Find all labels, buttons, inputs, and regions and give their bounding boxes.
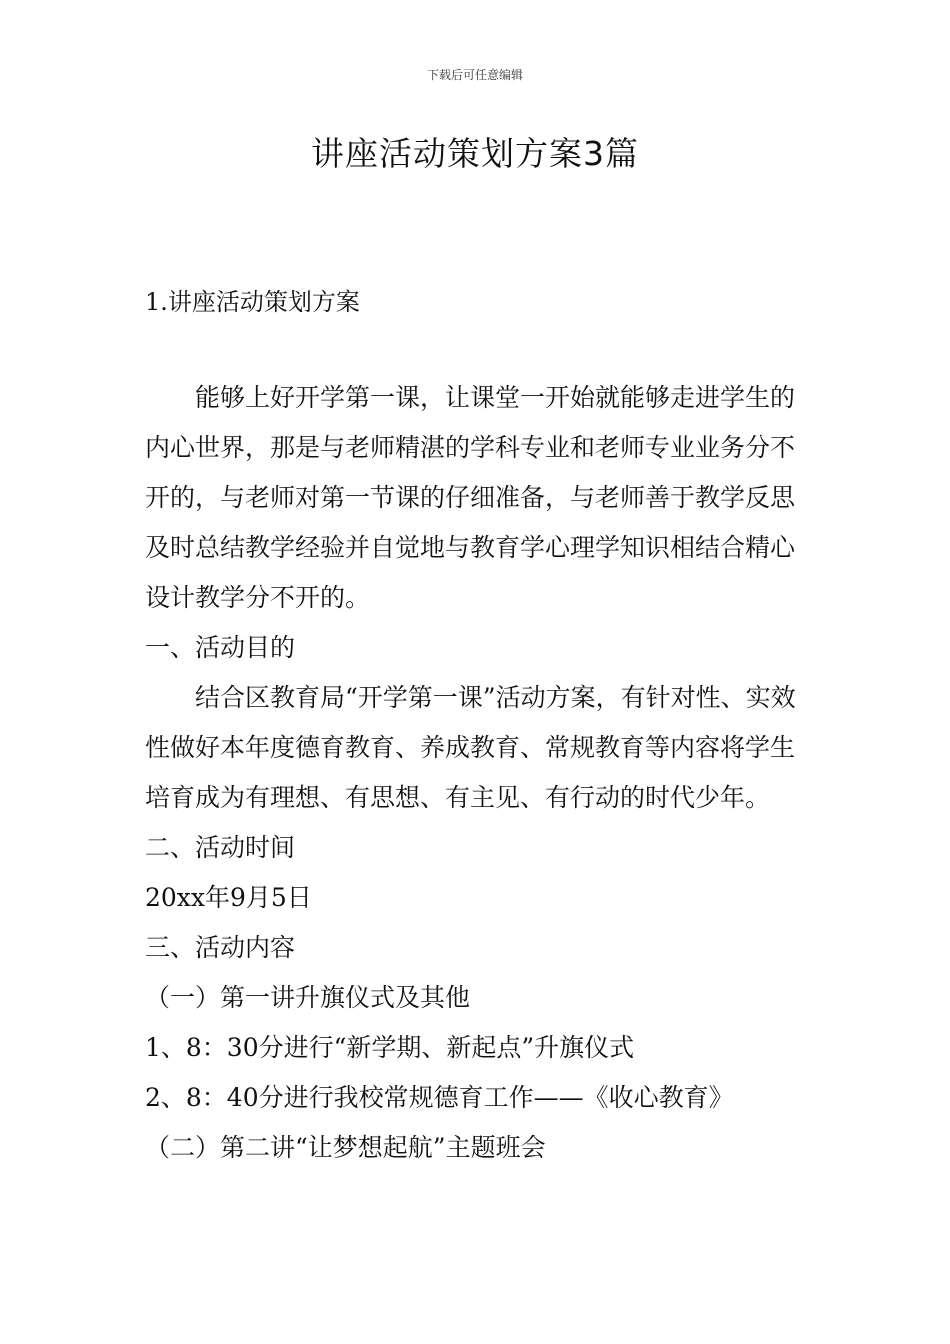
heading-content: 三、活动内容 [145, 933, 296, 962]
event-date: 20xx年9月5日 [145, 883, 312, 912]
list-item-1: 1、8：30分进行“新学期、新起点”升旗仪式 [145, 1033, 635, 1062]
heading-purpose: 一、活动目的 [145, 633, 296, 662]
document-title: 讲座活动策划方案3篇 [311, 134, 639, 173]
subheading-lecture-2: （二）第二讲“让梦想起航”主题班会 [145, 1133, 546, 1162]
purpose-paragraph: 结合区教育局“开学第一课”活动方案，有针对性、实效性做好本年度德育教育、养成教育、常规教育等内容将学生培育成为有理想、有思想、有主见、有行动的时代少年。 [145, 683, 796, 812]
list-item-2: 2、8：40分进行我校常规德育工作——《收心教育》 [145, 1083, 734, 1112]
intro-paragraph: 能够上好开学第一课，让课堂一开始就能够走进学生的内心世界，那是与老师精湛的学科专业和老师专业业务分不开的，与老师对第一节课的仔细准备，与老师善于教学反思及时总结教学经验并自觉地与教育学心理学知识相结合精心设计教学分不开的。 [145, 383, 796, 612]
heading-time: 二、活动时间 [145, 833, 296, 862]
document-body [145, 373, 810, 1173]
section-heading: 1.讲座活动策划方案 [145, 288, 360, 316]
subheading-lecture-1: （一）第一讲升旗仪式及其他 [145, 983, 471, 1012]
header-note: 下载后可任意编辑 [426, 68, 523, 82]
